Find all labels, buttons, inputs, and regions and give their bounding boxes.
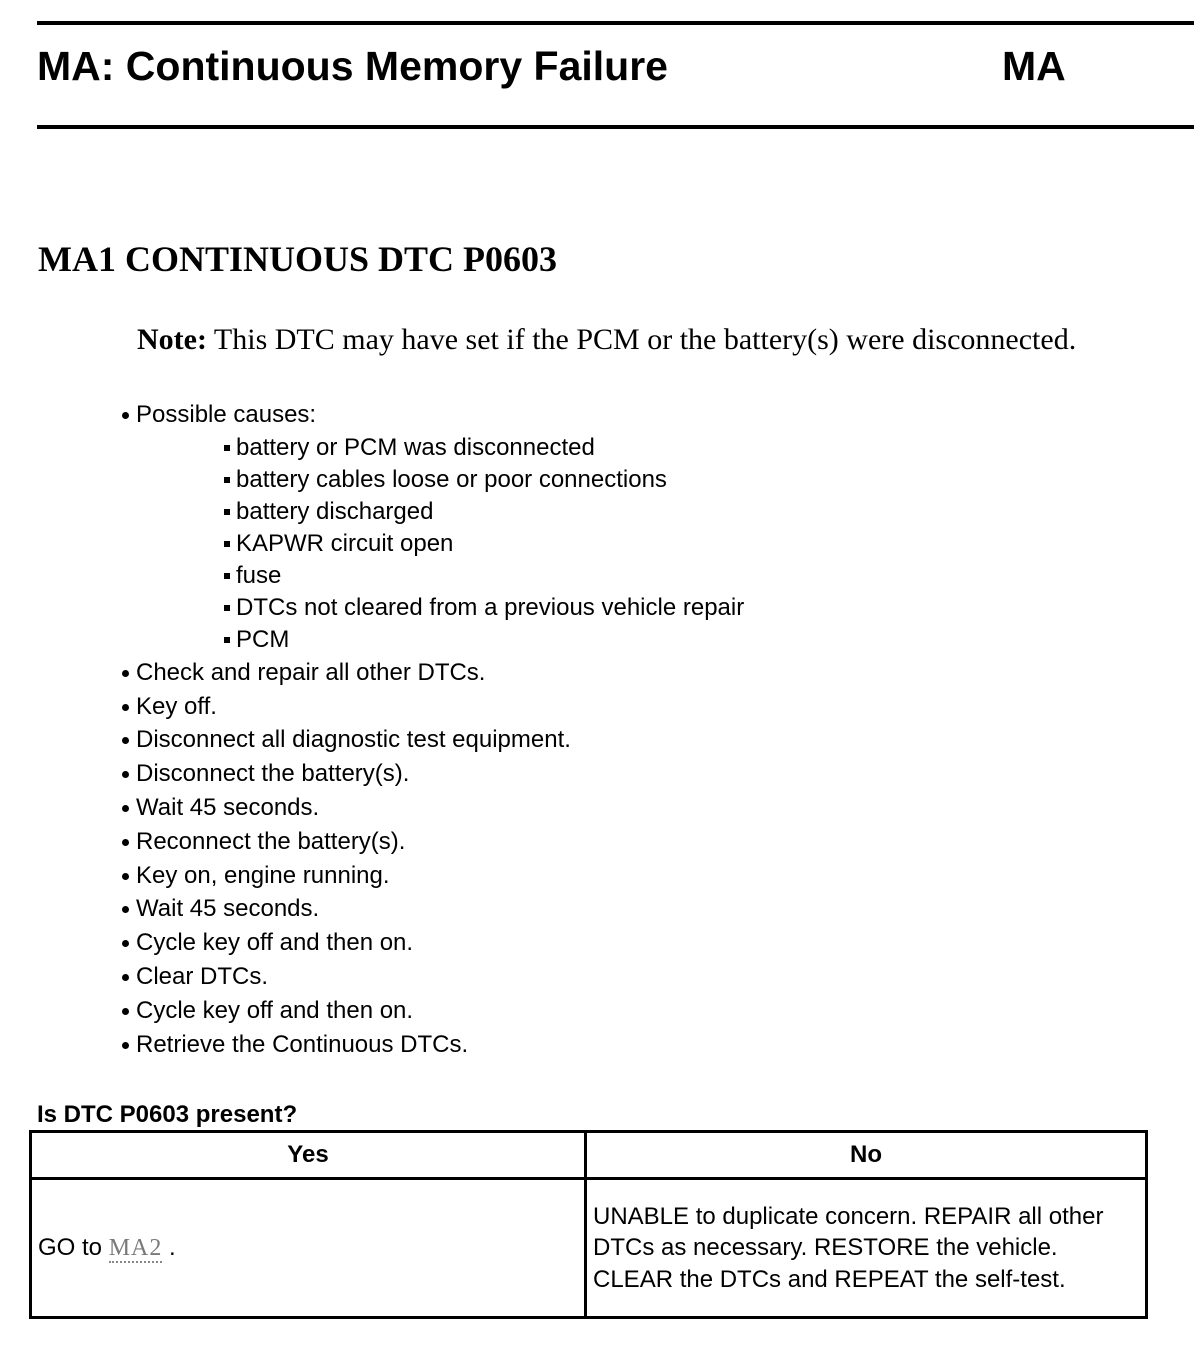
possible-causes-list <box>118 432 1178 656</box>
yes-header: Yes <box>31 1132 586 1179</box>
ma2-link[interactable]: MA2 <box>108 1234 163 1261</box>
list-item <box>118 398 1178 432</box>
yes-suffix: . <box>162 1233 176 1261</box>
list-item: Disconnect the battery(s). <box>118 757 1178 791</box>
list-item: Retrieve the Continuous DTCs. <box>118 1028 1178 1062</box>
cause-item: battery discharged <box>118 496 1178 528</box>
list-item: Key off. <box>118 690 1178 724</box>
list-item: Cycle key off and then on. <box>118 994 1178 1028</box>
header-rule-top <box>37 21 1194 25</box>
table-row <box>31 1179 1147 1318</box>
list-item: Cycle key off and then on. <box>118 926 1178 960</box>
list-item: Wait 45 seconds. <box>118 892 1178 926</box>
cause-item: fuse <box>118 560 1178 592</box>
list-item: Wait 45 seconds. <box>118 791 1178 825</box>
table-header-row <box>31 1132 1147 1179</box>
list-item: Check and repair all other DTCs. <box>118 656 1178 690</box>
decision-table <box>29 1130 1148 1319</box>
procedure-list <box>118 398 1178 1061</box>
possible-causes-label: Possible causes: <box>136 401 317 428</box>
yes-prefix: GO to <box>38 1233 109 1261</box>
page-code: MA <box>1002 43 1066 89</box>
cause-item: battery or PCM was disconnected <box>118 432 1178 464</box>
note-label: Note: <box>137 323 207 356</box>
note <box>137 320 1076 360</box>
no-cell: UNABLE to duplicate concern. REPAIR all other DTCs as necessary. RESTORE the vehicle. CLEAR the DTCs and REPEAT the self-test. <box>586 1179 1147 1318</box>
page-title: MA: Continuous Memory Failure <box>37 43 668 89</box>
section-heading: MA1 CONTINUOUS DTC P0603 <box>38 239 558 279</box>
yes-cell <box>31 1179 586 1318</box>
list-item: Key on, engine running. <box>118 859 1178 893</box>
no-header: No <box>586 1132 1147 1179</box>
list-item: Reconnect the battery(s). <box>118 825 1178 859</box>
cause-item: PCM <box>118 624 1178 656</box>
cause-item: DTCs not cleared from a previous vehicle repair <box>118 592 1178 624</box>
cause-item: KAPWR circuit open <box>118 528 1178 560</box>
list-item: Disconnect all diagnostic test equipment. <box>118 723 1178 757</box>
header-rule-bottom <box>37 125 1194 129</box>
decision-question: Is DTC P0603 present? <box>37 1101 298 1128</box>
cause-item: battery cables loose or poor connections <box>118 464 1178 496</box>
list-item: Clear DTCs. <box>118 960 1178 994</box>
note-text: This DTC may have set if the PCM or the battery(s) were disconnected. <box>206 323 1077 356</box>
